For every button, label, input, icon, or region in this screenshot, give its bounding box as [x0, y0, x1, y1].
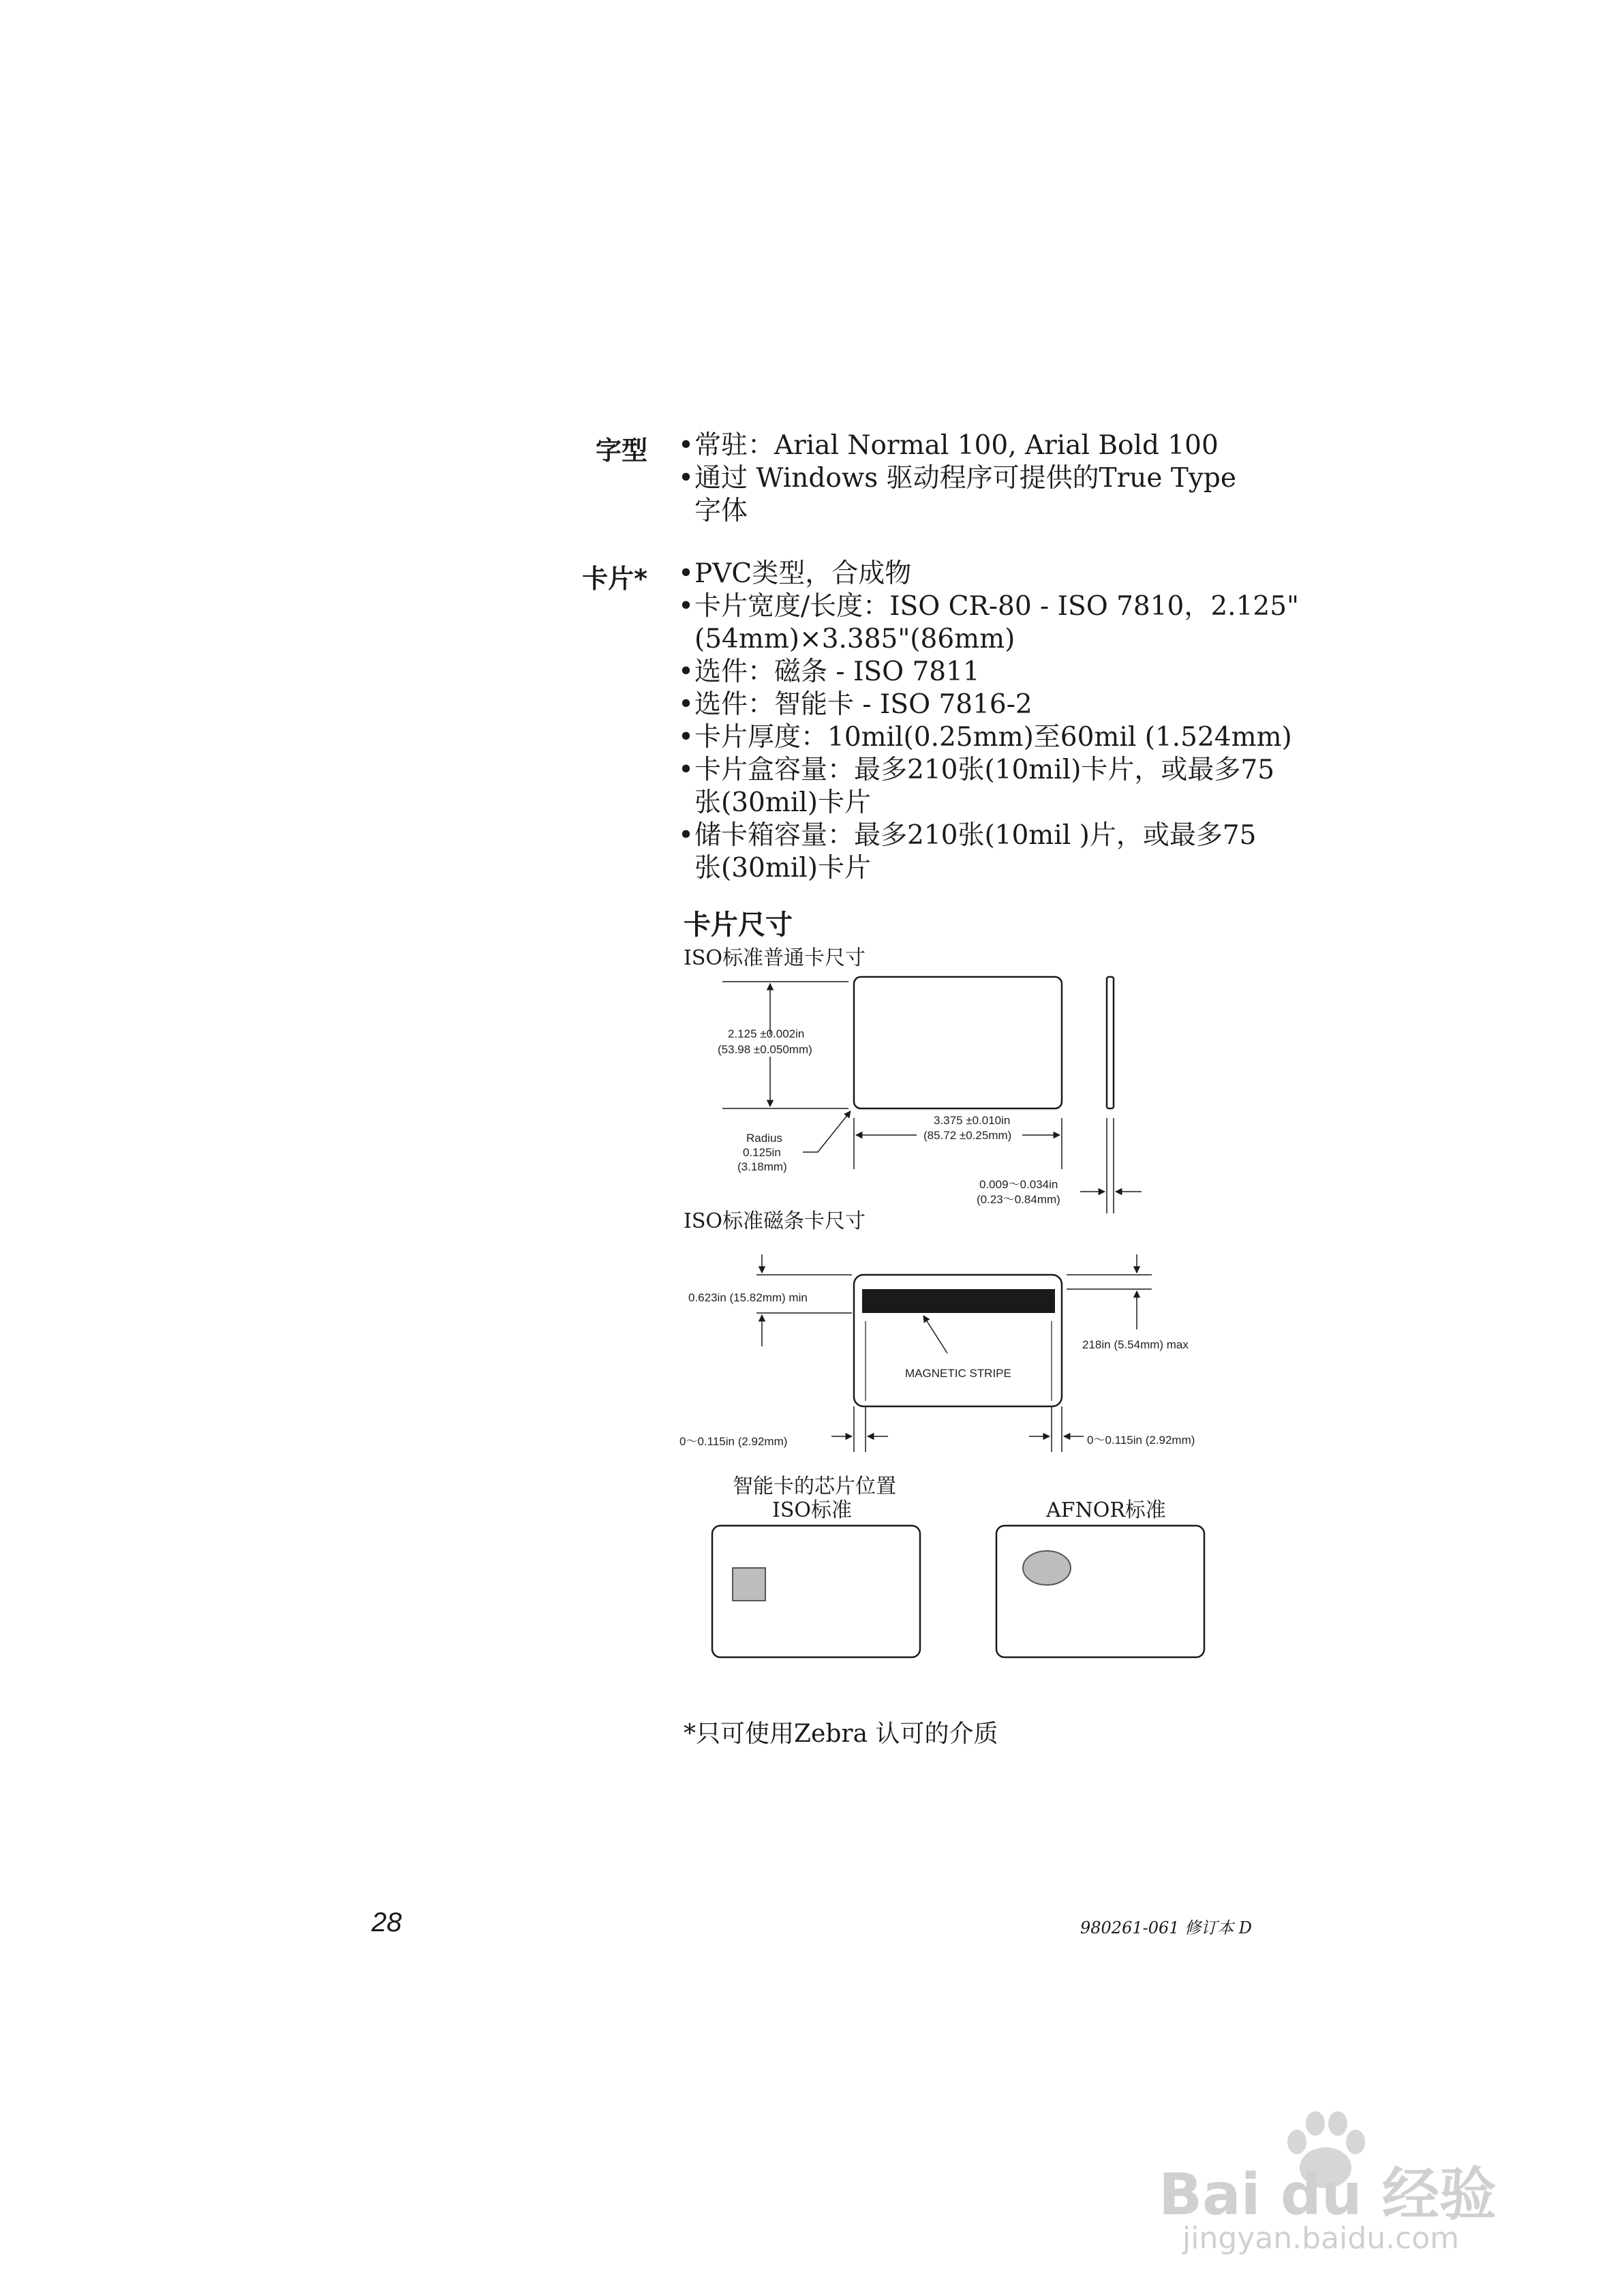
bullet-dot: • — [678, 722, 694, 753]
font-item-text: 通过 Windows 驱动程序可提供的True Type — [694, 463, 1236, 494]
bullet-dot: • — [678, 656, 694, 687]
page-number: 28 — [371, 1907, 402, 1937]
height-mm-label: (53.98 ±0.050mm) — [718, 1043, 812, 1056]
iso-standard-caption: ISO标准普通卡尺寸 — [684, 946, 866, 970]
afnor-chip-card — [996, 1526, 1204, 1657]
font-section-label: 字型 — [595, 436, 647, 466]
card-spec-line: •储卡箱容量：最多210张(10mil )片，或最多75 — [678, 820, 1257, 851]
card-spec-line: •卡片盒容量：最多210张(10mil)卡片，或最多75 — [678, 755, 1275, 785]
iso-chip — [733, 1568, 765, 1601]
watermark-url: jingyan.baidu.com — [1182, 2221, 1460, 2256]
afnor-chip — [1023, 1551, 1071, 1585]
width-mm-label: (85.72 ±0.25mm) — [923, 1129, 1012, 1142]
card-spec-line: 张(30mil)卡片 — [694, 853, 871, 883]
watermark — [1159, 2106, 1567, 2263]
edge-left-label: 0～0.115in (2.92mm) — [679, 1435, 788, 1448]
mag-min-label: 0.623in (15.82mm) min — [688, 1291, 808, 1304]
card-spec-line: (54mm)×3.385"(86mm) — [694, 624, 1015, 654]
bullet-dot: • — [678, 430, 694, 461]
afnor-caption: AFNOR标准 — [1046, 1498, 1166, 1522]
footnote: *只可使用Zebra 认可的介质 — [684, 1720, 998, 1748]
mag-card-caption: ISO标准磁条卡尺寸 — [684, 1209, 866, 1233]
magnetic-stripe — [862, 1289, 1055, 1313]
mag-stripe-leader — [923, 1316, 947, 1353]
doc-reference: 980261-061 修订本 D — [1080, 1918, 1253, 1937]
card-dimensions-heading: 卡片尺寸 — [684, 909, 793, 941]
iso-card-side — [1107, 977, 1114, 1108]
iso-card-front — [854, 977, 1062, 1108]
chip-position-caption: 智能卡的芯片位置 — [733, 1475, 896, 1498]
font-item-2-continuation: 字体 — [694, 496, 748, 526]
bullet-dot: • — [678, 820, 694, 851]
radius-in-label: 0.125in — [743, 1146, 781, 1159]
watermark-brand: Bai du 经验 — [1159, 2161, 1497, 2228]
bullet-dot: • — [678, 689, 694, 720]
card-spec-line: 张(30mil)卡片 — [694, 787, 871, 818]
magnetic-stripe-label: MAGNETIC STRIPE — [905, 1367, 1011, 1380]
thickness-mm-label: (0.23～0.84mm) — [977, 1193, 1060, 1206]
height-in-label: 2.125 ±0.002in — [728, 1027, 805, 1040]
mag-max-label: 218in (5.54mm) max — [1082, 1338, 1189, 1351]
iso-chip-caption: ISO标准 — [772, 1498, 852, 1522]
card-section-label: 卡片* — [582, 564, 647, 594]
thickness-in-label: 0.009～0.034in — [979, 1178, 1058, 1191]
radius-leader — [803, 1111, 851, 1152]
card-spec-line: •卡片厚度：10mil(0.25mm)至60mil (1.524mm) — [678, 722, 1292, 753]
width-in-label: 3.375 ±0.010in — [934, 1114, 1011, 1127]
radius-label: Radius — [746, 1132, 782, 1145]
card-spec-line: •选件：智能卡 - ISO 7816-2 — [678, 689, 1032, 720]
font-item-text: 常驻：Arial Normal 100, Arial Bold 100 — [694, 430, 1219, 461]
card-spec-line: •选件：磁条 - ISO 7811 — [678, 656, 980, 687]
bullet-dot: • — [678, 558, 694, 589]
edge-right-label: 0～0.115in (2.92mm) — [1087, 1434, 1195, 1447]
radius-mm-label: (3.18mm) — [737, 1160, 787, 1173]
card-spec-line: •PVC类型，合成物 — [678, 558, 912, 589]
bullet-dot: • — [678, 755, 694, 785]
bullet-dot: • — [678, 463, 694, 494]
bullet-dot: • — [678, 591, 694, 622]
card-spec-line: •卡片宽度/长度：ISO CR-80 - ISO 7810，2.125" — [678, 591, 1299, 622]
